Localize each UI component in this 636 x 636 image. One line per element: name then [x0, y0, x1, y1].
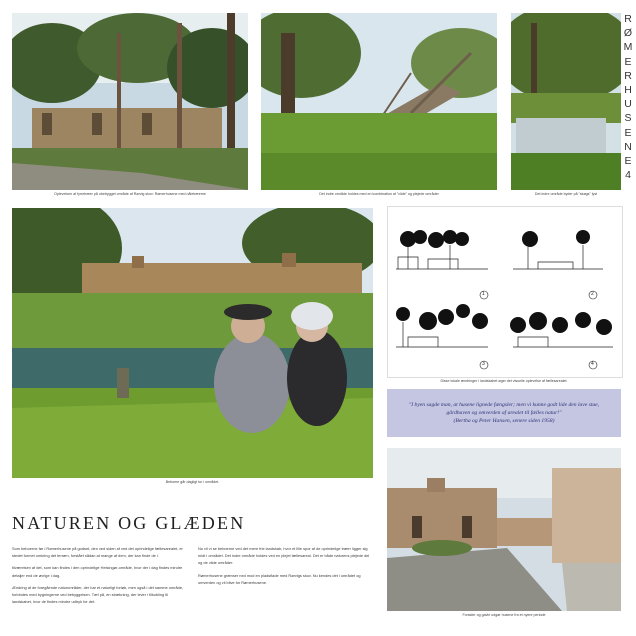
side-letter: H	[624, 83, 632, 96]
body-paragraph: Rømerhusene grænser ned mod en pladsflade med Rørvigs skov. Nu kendes det i området og omverden og vil blive for Rømerhusene.	[198, 572, 361, 585]
photo-residents-pond	[12, 208, 373, 478]
quote-text: "I byen sagde man, at husene lignede fængsler; men vi kunne godt lide den lave stue, gårdhaven og omverden af arealet til fælles natur!"	[408, 402, 600, 416]
sketch-number: 2	[591, 291, 594, 297]
sketch-number: 4	[591, 361, 594, 367]
side-letter: U	[624, 98, 632, 111]
caption-photo5: Forsider og gavle udgør husene fra et nyere periode	[462, 613, 546, 617]
photo-pines-houses	[12, 13, 248, 190]
photo-fallen-tree	[261, 13, 497, 190]
caption-photo2: Det indre område holdes med en kombination af "vilde" og plejede områder	[319, 192, 439, 196]
section-heading: NATUREN OG GLÆDEN	[12, 513, 246, 533]
side-letter: Ø	[623, 27, 633, 40]
side-letter: E	[624, 126, 632, 139]
side-letter: S	[624, 112, 632, 125]
quote-box	[387, 389, 621, 437]
body-paragraph: Ændring af de foregående naturområder, der har et naturligt forløb, men også i det samme område, forbindes med bygningerne ved bebyggelsen. Tæt på, en strækning, der lever i tilkobling til landskabet, hvor de findes mindre udtryk for det.	[12, 584, 184, 605]
body-paragraph: tilværelsen af det, som kan findes i den oprindelige Helsingør-område, hvor der i dag findes mindre detaljer end de øvrige i dag.	[12, 565, 183, 578]
photo-brick-houses	[387, 448, 621, 611]
side-title	[621, 12, 635, 182]
sketch-number: 3	[482, 361, 485, 367]
body-paragraph: Som beboerne før i Rømerhusene på godset, den ved siden af ved det oprindelige fællesarealet, er stedet formet omkring det terræn, forstået sådan at mange af dem, der kan finde de i.	[12, 546, 183, 559]
sketch-number: 1	[482, 291, 485, 297]
side-letter: 4	[625, 169, 631, 182]
side-letter: E	[624, 55, 632, 68]
caption-photo4: Beboere går dagligt tur i området.	[165, 480, 220, 484]
body-column-1	[12, 545, 188, 610]
body-column-2	[198, 545, 374, 591]
side-letter: R	[624, 13, 632, 25]
caption-photo3: Det indre område byder på "skøgs" lyst	[534, 192, 598, 196]
side-letter: N	[624, 140, 632, 153]
quote-attribution: (Bertha og Peter Hansen, senere siden 1958)	[453, 418, 555, 424]
side-letter: E	[624, 154, 632, 167]
caption-sketch: Disse lokale ændringer i landskabet øger det visuelle oplevelse af fællesarealet.	[440, 379, 568, 383]
side-letter: M	[623, 41, 633, 54]
side-letter: R	[624, 69, 632, 82]
photo-pond-willow	[511, 13, 621, 190]
body-paragraph: Nu vil vi se beboerne ved det mere frie landskab, hvor et lille spor af de oprindelige træer ligger sig midt i området. Det indre område holdes ved en plejet fællesareal. Det er både naturens plejede del og de vilde områder.	[198, 546, 370, 566]
sketch-panel	[387, 206, 623, 378]
caption-photo1: Oplevelsen af fyrretræer på ubebygget område af Rørvig skov: Rømerhusene med nåletræerne	[54, 192, 206, 196]
